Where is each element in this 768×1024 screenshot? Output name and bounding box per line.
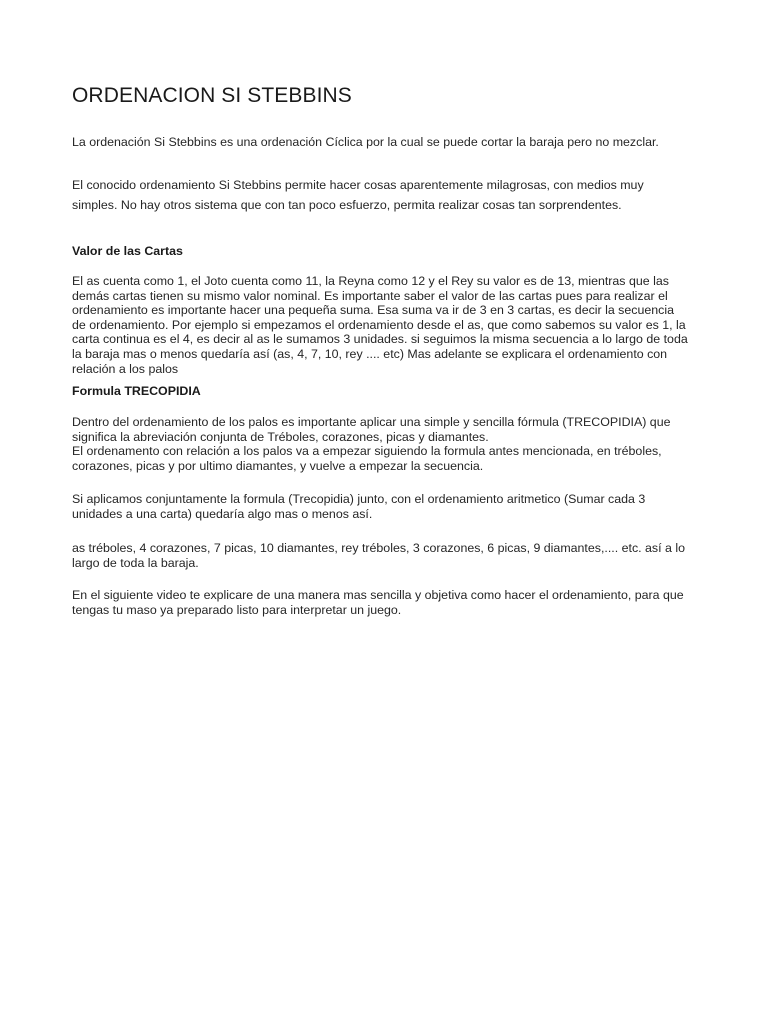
- text-line: corazones, picas y por ultimo diamantes, y vuelve a empezar la secuencia.: [72, 458, 484, 473]
- text-line: demás cartas tienen su mismo valor nominal. Es importante saber el valor de las cartas pues para realizar el: [72, 288, 668, 303]
- text-line: relación a los palos: [72, 361, 179, 376]
- text-line: El ordenamento con relación a los palos va a empezar siguiendo la formula antes mencionada, en tréboles,: [72, 444, 662, 459]
- text-line: El as cuenta como 1, el Joto cuenta como 11, la Reyna como 12 y el Rey su valor es de 13, mientras que las: [72, 274, 669, 288]
- text-line: En el siguiente video te explicare de una manera mas sencilla y objetiva como hacer el ordenamiento, para que: [72, 588, 684, 602]
- text-line: as tréboles, 4 corazones, 7 picas, 10 diamantes, rey tréboles, 3 corazones, 6 picas, 9 diamantes,.... etc. así a lo: [72, 541, 685, 555]
- text-line: de ordenamiento. Por ejemplo si empezamos el ordenamiento desde el as, que como sabemos su valor es 1, la: [72, 317, 686, 332]
- text-line: simples. No hay otros sistema que con tan poco esfuerzo, permita realizar cosas tan sorprendentes.: [72, 198, 622, 212]
- page-title: ORDENACION SI STEBBINS: [72, 84, 352, 107]
- description-paragraph: [72, 175, 698, 215]
- section-heading-valor: Valor de las Cartas: [72, 244, 183, 258]
- text-line: ordenamiento es importante hacer una pequeña suma. Esa suma va ir de 3 en 3 cartas, es decir la secuencia: [72, 303, 674, 318]
- valor-paragraph: [72, 274, 698, 376]
- text-line: El conocido ordenamiento Si Stebbins permite hacer cosas aparentemente milagrosas, con medios muy: [72, 178, 644, 192]
- text-line: Dentro del ordenamiento de los palos es importante aplicar una simple y sencilla fórmula (TRECOPIDIA) que: [72, 415, 671, 429]
- text-line: tengas tu maso ya preparado listo para interpretar un juego.: [72, 602, 402, 617]
- text-line: Si aplicamos conjuntamente la formula (Trecopidia) junto, con el ordenamiento aritmetico (Sumar cada 3: [72, 492, 646, 506]
- section-heading-formula: Formula TRECOPIDIA: [72, 384, 201, 398]
- text-line: significa la abreviación conjunta de Tréboles, corazones, picas y diamantes.: [72, 429, 489, 444]
- formula-paragraph-2: [72, 492, 698, 521]
- formula-paragraph-1: [72, 415, 698, 473]
- intro-paragraph: La ordenación Si Stebbins es una ordenación Cíclica por la cual se puede cortar la baraja pero no mezclar.: [72, 135, 659, 149]
- text-line: largo de toda la baraja.: [72, 555, 199, 570]
- text-line: unidades a una carta) quedaría algo mas o menos así.: [72, 506, 373, 521]
- formula-paragraph-3: [72, 541, 698, 570]
- text-line: carta continua es el 4, es decir al as le sumamos 3 unidades. si seguimos la misma secuencia a lo largo de toda: [72, 332, 688, 347]
- text-line: la baraja mas o menos quedaría así (as, 4, 7, 10, rey .... etc) Mas adelante se explicara el ordenamiento con: [72, 346, 668, 361]
- formula-paragraph-4: [72, 588, 698, 617]
